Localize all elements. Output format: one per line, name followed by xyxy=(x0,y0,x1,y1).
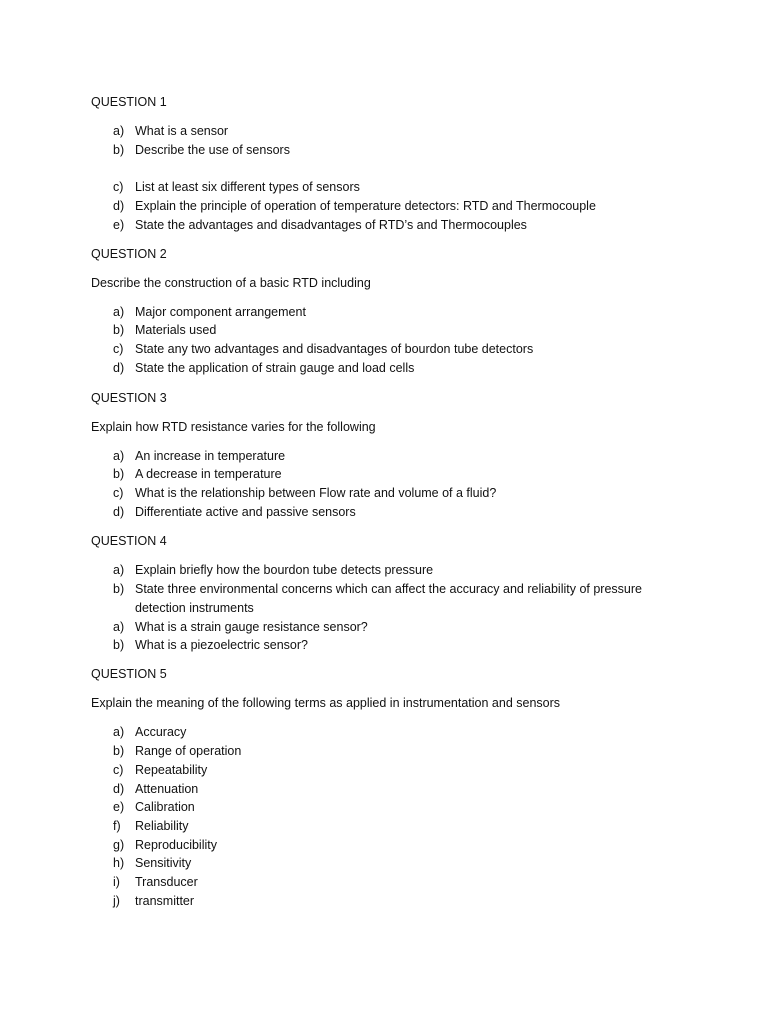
question-1-item-d-marker: d) xyxy=(113,199,125,213)
question-5-item-e-marker: e) xyxy=(113,800,125,814)
question-3-item-d-text: Differentiate active and passive sensors xyxy=(135,505,356,519)
question-4-item-b-text-continued: detection instruments xyxy=(135,601,254,615)
question-5-item-e-text: Calibration xyxy=(135,800,195,814)
question-3-intro: Explain how RTD resistance varies for the following xyxy=(91,420,376,434)
question-1-item-a-marker: a) xyxy=(113,124,125,138)
question-3-item-b-marker: b) xyxy=(113,467,125,481)
question-4-item-b-text: State three environmental concerns which can affect the accuracy and reliability of pressure xyxy=(135,582,642,596)
question-5-item-b-text: Range of operation xyxy=(135,744,242,758)
question-2-intro: Describe the construction of a basic RTD including xyxy=(91,276,371,290)
question-5-heading: QUESTION 5 xyxy=(91,667,167,681)
question-4-item-b2-text: What is a piezoelectric sensor? xyxy=(135,638,308,652)
question-3-item-c-marker: c) xyxy=(113,486,124,500)
question-5-item-a-marker: a) xyxy=(113,725,125,739)
question-1-item-c-text: List at least six different types of sensors xyxy=(135,180,360,194)
question-1-item-b-marker: b) xyxy=(113,143,125,157)
question-4-item-b-marker: b) xyxy=(113,582,125,596)
question-4-item-a-text: Explain briefly how the bourdon tube detects pressure xyxy=(135,563,434,577)
question-1-item-b-text: Describe the use of sensors xyxy=(135,143,290,157)
question-2-item-c-text: State any two advantages and disadvantages of bourdon tube detectors xyxy=(135,342,534,356)
question-5-intro: Explain the meaning of the following terms as applied in instrumentation and sensors xyxy=(91,696,561,710)
question-2-item-d-marker: d) xyxy=(113,361,125,375)
question-5-item-d-text: Attenuation xyxy=(135,782,199,796)
question-5-item-d-marker: d) xyxy=(113,782,125,796)
question-2-item-d-text: State the application of strain gauge and load cells xyxy=(135,361,415,375)
question-1-item-c-marker: c) xyxy=(113,180,124,194)
question-5-item-f-marker: f) xyxy=(113,819,121,833)
question-5-item-j-marker: j) xyxy=(113,894,120,908)
question-3-heading: QUESTION 3 xyxy=(91,391,167,405)
question-5-item-j-text: transmitter xyxy=(135,894,195,908)
question-2-heading: QUESTION 2 xyxy=(91,247,167,261)
question-4-heading: QUESTION 4 xyxy=(91,534,167,548)
question-4-item-a-marker: a) xyxy=(113,563,125,577)
question-4-item-b2-marker: b) xyxy=(113,638,125,652)
question-5-item-f-text: Reliability xyxy=(135,819,189,833)
question-1-item-a-text: What is a sensor xyxy=(135,124,229,138)
question-5-item-g-text: Reproducibility xyxy=(135,838,217,852)
question-2-item-a-marker: a) xyxy=(113,305,125,319)
question-1-item-e-text: State the advantages and disadvantages of RTD’s and Thermocouples xyxy=(135,218,527,232)
question-5-item-g-marker: g) xyxy=(113,838,125,852)
question-3-item-d-marker: d) xyxy=(113,505,125,519)
question-5-item-i-text: Transducer xyxy=(135,875,198,889)
question-2-item-b-marker: b) xyxy=(113,323,125,337)
question-3-item-a-text: An increase in temperature xyxy=(135,449,286,463)
question-3-item-c-text: What is the relationship between Flow rate and volume of a fluid? xyxy=(135,486,497,500)
question-3-item-a-marker: a) xyxy=(113,449,125,463)
question-4-item-a2-text: What is a strain gauge resistance sensor? xyxy=(135,620,368,634)
question-5-item-b-marker: b) xyxy=(113,744,125,758)
question-1-item-e-marker: e) xyxy=(113,218,125,232)
question-5-item-c-text: Repeatability xyxy=(135,763,208,777)
question-5-item-c-marker: c) xyxy=(113,763,124,777)
question-2-item-b-text: Materials used xyxy=(135,323,217,337)
question-4-item-a2-marker: a) xyxy=(113,620,125,634)
question-5-item-h-text: Sensitivity xyxy=(135,856,192,870)
question-3-item-b-text: A decrease in temperature xyxy=(135,467,282,481)
question-5-item-a-text: Accuracy xyxy=(135,725,187,739)
question-1-item-d-text: Explain the principle of operation of temperature detectors: RTD and Thermocouple xyxy=(135,199,596,213)
question-5-item-i-marker: i) xyxy=(113,875,120,889)
question-2-item-a-text: Major component arrangement xyxy=(135,305,306,319)
question-2-item-c-marker: c) xyxy=(113,342,124,356)
question-5-item-h-marker: h) xyxy=(113,856,125,870)
question-1-heading: QUESTION 1 xyxy=(91,95,167,109)
